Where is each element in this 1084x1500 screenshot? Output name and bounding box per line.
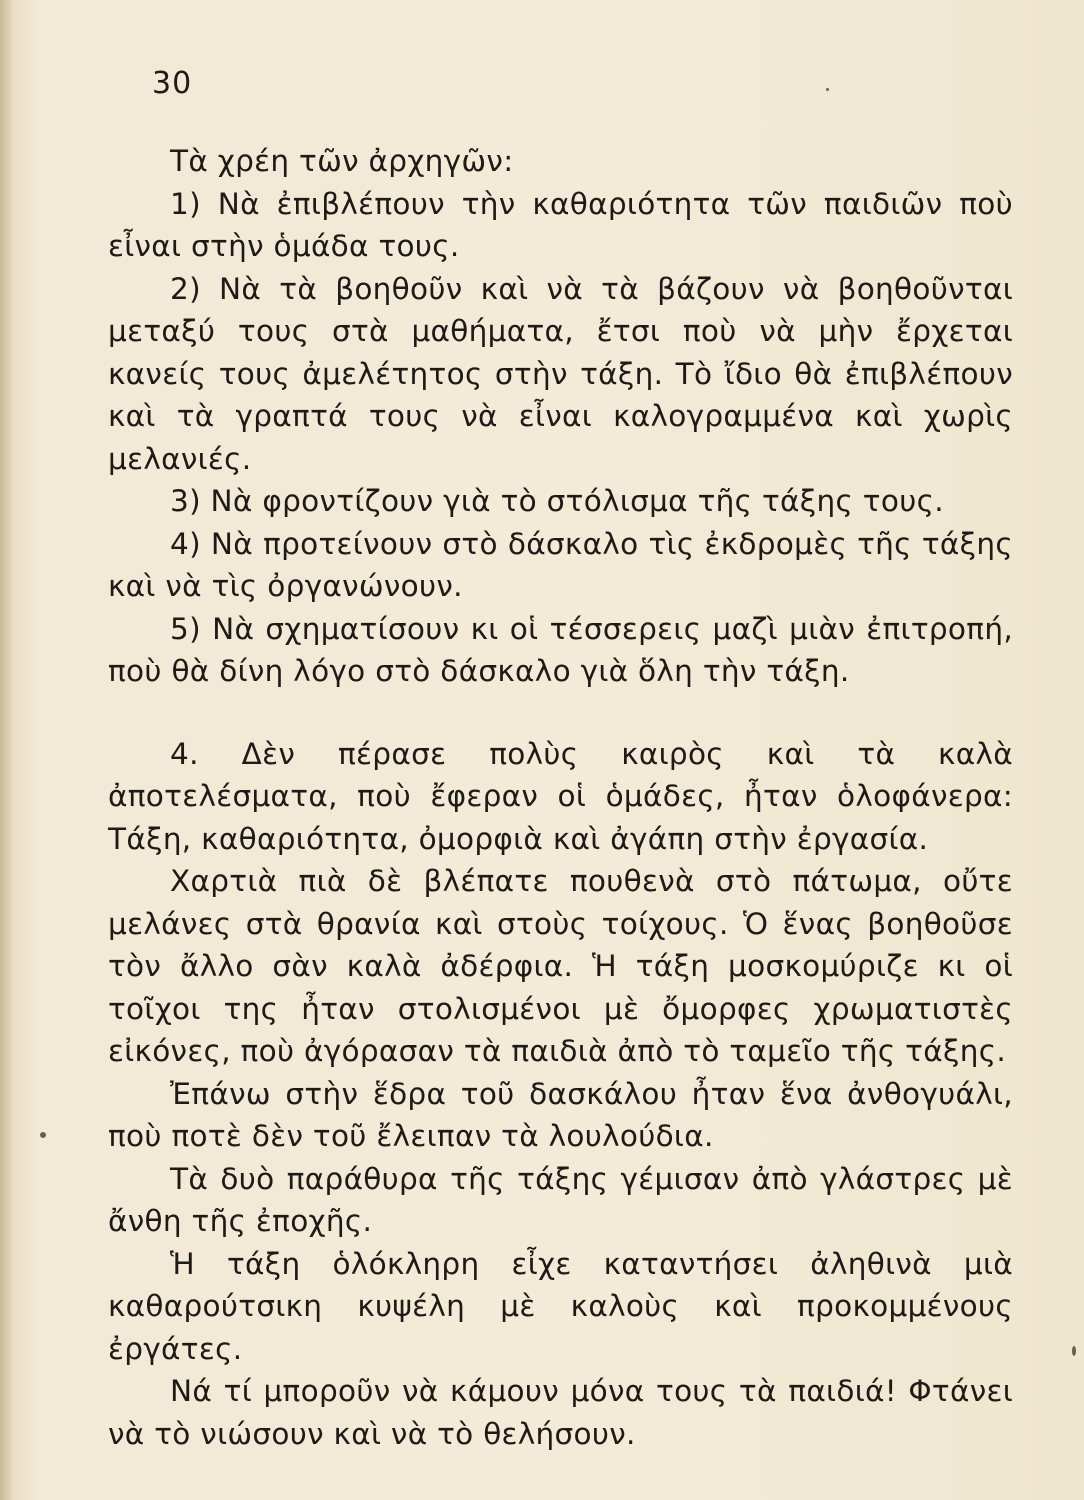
paragraph-duty-1: 1) Νὰ ἐπιβλέπουν τὴν καθαριότητα τῶν παιδιῶν ποὺ εἶναι στὴν ὁμάδα τους. xyxy=(108,186,1013,263)
paper-speck xyxy=(40,1132,46,1138)
paragraph-duties-heading: Τὰ χρέη τῶν ἀρχηγῶν: xyxy=(170,144,514,178)
body-text xyxy=(108,140,1013,1455)
paragraph-section-4: 4. Δὲν πέρασε πολὺς καιρὸς καὶ τὰ καλὰ ἀποτελέσματα, ποὺ ἔφεραν οἱ ὁμάδες, ἦταν ὁλοφάνερα: Τάξη, καθαριότητα, ὀμορφιὰ καὶ ἀγάπη στὴν ἐργασία. xyxy=(108,736,1013,856)
paragraph-duty-5: 5) Νὰ σχηματίσουν κι οἱ τέσσερεις μαζὶ μιὰν ἐπιτροπή, ποὺ θὰ δίνη λόγο στὸ δάσκαλο γιὰ ὅλη τὴν τάξη. xyxy=(108,611,1013,688)
paragraph-duty-4: 4) Νὰ προτείνουν στὸ δάσκαλο τὶς ἐκδρομὲς τῆς τάξης καὶ νὰ τὶς ὀργανώνουν. xyxy=(108,526,1013,603)
paragraph-duty-3: 3) Νὰ φροντίζουν γιὰ τὸ στόλισμα τῆς τάξης τους. xyxy=(170,484,944,518)
page-spine-shadow xyxy=(0,0,12,1500)
paper-speck xyxy=(826,88,829,91)
paragraph-duty-2: 2) Νὰ τὰ βοηθοῦν καὶ νὰ τὰ βάζουν νὰ βοηθοῦνται μεταξύ τους στὰ μαθήματα, ἔτσι ποὺ νὰ μὴν ἔρχεται κανείς τους ἀμελέτητος στὴν τάξη. Τὸ ἴδιο θὰ ἐπιβλέπουν καὶ τὰ γραπτά τους νὰ εἶναι καλογραμμένα καὶ χωρὶς μελανιές. xyxy=(108,271,1013,476)
paragraph-clean-classroom: Χαρτιὰ πιὰ δὲ βλέπατε πουθενὰ στὸ πάτωμα, οὔτε μελάνες στὰ θρανία καὶ στοὺς τοίχους. Ὁ ἕνας βοηθοῦσε τὸν ἄλλο σὰν καλὰ ἀδέρφια. Ἡ τάξη μοσκομύριζε κι οἱ τοῖχοι της ἦταν στολισμένοι μὲ ὄμορφες χρωματιστὲς εἰκόνες, ποὺ ἀγόρασαν τὰ παιδιὰ ἀπὸ τὸ ταμεῖο τῆς τάξης. xyxy=(108,864,1013,1068)
paragraph-flower-vase: Ἐπάνω στὴν ἕδρα τοῦ δασκάλου ἦταν ἕνα ἀνθογυάλι, ποὺ ποτὲ δὲν τοῦ ἔλειπαν τὰ λουλούδια. xyxy=(108,1076,1013,1153)
paragraph-closing: Νά τί μποροῦν νὰ κάμουν μόνα τους τὰ παιδιά! Φτάνει νὰ τὸ νιώσουν καὶ νὰ τὸ θελήσουν. xyxy=(108,1374,1013,1451)
paragraph-beehive: Ἡ τάξη ὁλόκληρη εἶχε καταντήσει ἀληθινὰ μιὰ καθαρούτσικη κυψέλη μὲ καλοὺς καὶ προκομμένους ἐργάτες. xyxy=(108,1246,1013,1366)
paper-speck xyxy=(1072,1346,1076,1356)
page-number: 30 xyxy=(152,66,193,101)
paragraph-windows: Τὰ δυὸ παράθυρα τῆς τάξης γέμισαν ἀπὸ γλάστρες μὲ ἄνθη τῆς ἐποχῆς. xyxy=(108,1161,1013,1238)
